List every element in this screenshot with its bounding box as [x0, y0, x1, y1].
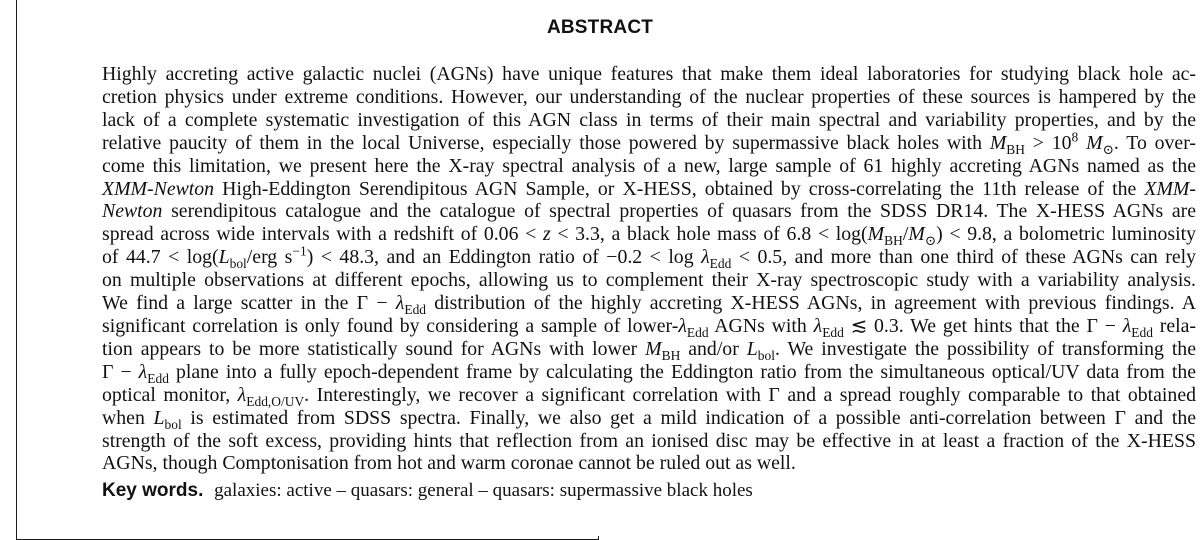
abstract-line: Newton serendipitous catalogue and the catalogue of spectral properties of quasars from the SDSS DR14. The X-HESS AGNs are — [102, 200, 1196, 223]
abstract-line: $\Gamma - \lambda_{Edd}$ plane into a fully epoch-dependent frame by calculating the Eddington ratio from the simultaneous optical/UV data from the — [102, 360, 1197, 386]
abstract-line: spread across wide intervals with a redshift of 0.06 < z < 3.3, a black hole mass of $6.8 < \log(M_{BH}/M_⊙) < 9.8$, a bolometric luminosity — [102, 223, 1196, 249]
keywords-label: Key words. — [102, 480, 204, 501]
abstract-line: We find a large scatter in the $\Gamma - \lambda_{Edd}$ distribution of the highly accreting X-HESS AGNs, in agreement with previous findings. A — [102, 292, 1196, 318]
abstract-line: AGNs, though Comptonisation from hot and warm coronae cannot be ruled out as well. — [102, 452, 796, 475]
keywords-text: galaxies: active – quasars: general – quasars: supermassive black holes — [214, 480, 753, 501]
abstract-line: relative paucity of them in the local Universe, especially those powered by supermassive black holes with $M_{BH} > 10^8$ $M_⊙$. To over- — [102, 129, 1196, 157]
abstract-heading: ABSTRACT — [546, 17, 654, 38]
abstract-line: come this limitation, we present here the X-ray spectral analysis of a new, large sample of 61 highly accreting AGNs named as the — [102, 154, 1196, 177]
abstract-line: cretion physics under extreme conditions. However, our understanding of the nuclear properties of these sources is hampered by the — [102, 85, 1196, 108]
page-corner-edge — [598, 536, 599, 540]
abstract-line: XMM-Newton High-Eddington Serendipitous AGN Sample, or X-HESS, obtained by cross-correlating the 11th release of the XMM- — [102, 177, 1196, 200]
abstract-line: of $44.7 < \log(L_{bol}$/erg $s^{-1}) < 48.3$, and an Eddington ratio of $-0.2 < \log \lambda_{Edd} < 0.5$, and more than one third of these AGNs can rely — [102, 243, 1196, 272]
abstract-line: Highly accreting active galactic nuclei (AGNs) have unique features that make them ideal laboratories for studying black hole ac- — [102, 63, 1196, 85]
abstract-body — [102, 63, 1196, 475]
abstract-line: optical monitor, $\lambda_{Edd,O/UV}$. Interestingly, we recover a significant correlation with Γ and a spread roughly comparable to that obtained — [102, 383, 1196, 409]
page-left-edge — [16, 0, 17, 540]
abstract-line: when $L_{bol}$ is estimated from SDSS spectra. Finally, we also get a mild indication of a possible anti-correlation between Γ and the — [102, 406, 1196, 432]
abstract-line: strength of the soft excess, providing hints that reflection from an ionised disc may be effective in at least a fraction of the X-HESS — [102, 429, 1196, 452]
abstract-line: lack of a complete systematic investigation of this AGN class in terms of their main spectral and variability properties, and by the — [102, 108, 1196, 131]
abstract-line: tion appears to be more statistically sound for AGNs with lower $M_{BH}$ and/or $L_{bol}$. We investigate the possibility of transforming the — [102, 337, 1196, 363]
keywords-line — [102, 480, 753, 502]
abstract-line: on multiple observations at different epochs, allowing us to complement their X-ray spectroscopic study with a variability analysis. — [102, 269, 1196, 292]
abstract-line: significant correlation is only found by considering a sample of lower-$\lambda_{Edd}$ AGNs with $\lambda_{Edd}$ ≲ 0.3. We get hints that the $\Gamma - \lambda_{Edd}$ rela- — [102, 314, 1197, 340]
